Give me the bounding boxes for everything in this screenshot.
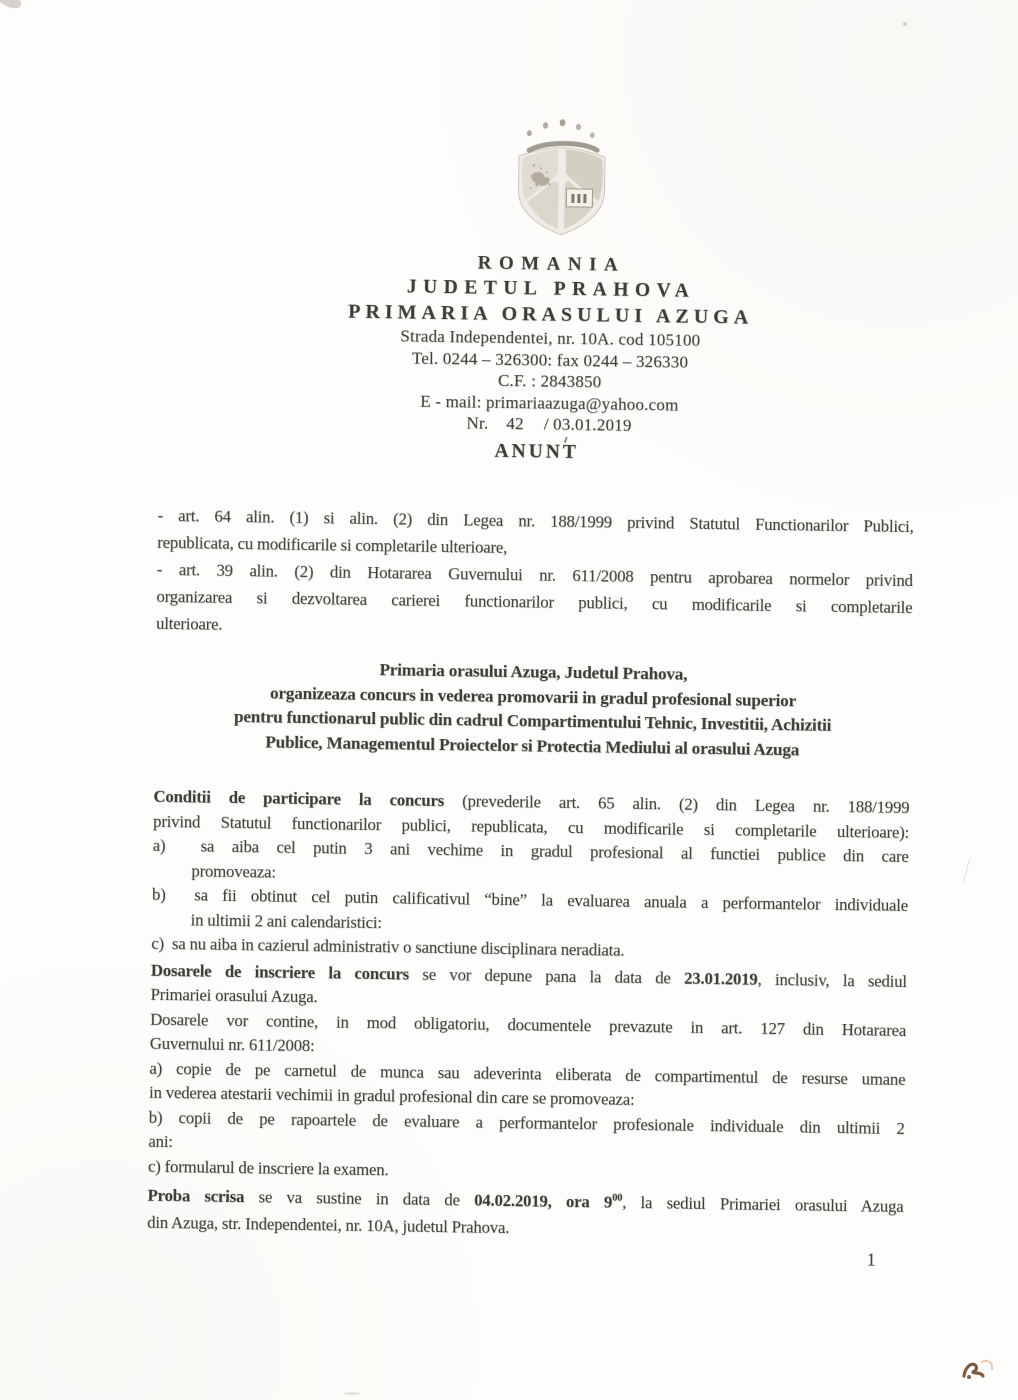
paragraph-legal-basis: [156, 506, 914, 652]
text-line: Conditii de participare la concurs (prevederile art. 65 alin. (2) din Legea nr. 188/1999: [153, 786, 910, 817]
text-line: Guvernului nr. 611/2008:: [149, 1033, 315, 1056]
text-line: pentru functionarul public din cadrul Compartimentului Tehnic, Investitii, Achizitii: [233, 706, 832, 735]
page-number: 1: [866, 1249, 876, 1270]
text-line: - art. 64 alin. (1) si alin. (2) din Legea nr. 188/1999 privind Statutul Functionarilor Publici,: [157, 505, 914, 536]
text-line: a) copie de pe carnetul de munca sau adeverinta eliberata de compartimentul de resurse umane: [149, 1058, 906, 1089]
text-line: Publice, Managementul Proiectelor si Protectia Mediului al orasului Azuga: [265, 731, 800, 759]
text-line: Dosarele vor contine, in mod obligatoriu, documentele prevazute in art. 127 din Hotararea: [150, 1009, 907, 1040]
text-line: organizarea si dezvoltarea carierei functionarilor publici, cu modificarile si completarile: [156, 586, 913, 617]
letterhead: [189, 247, 912, 441]
scan-artifact: [344, 1392, 360, 1395]
registration-date: / 03.01.2019: [543, 414, 632, 436]
letterhead-address: Strada Independentei, nr. 10A. cod 105100: [400, 326, 701, 350]
document-body: [147, 506, 914, 1251]
paragraph-announcement: [154, 657, 911, 766]
text-line: b) copii de pe rapoartele de evaluare a performantelor profesionale individuale din ultimii 2: [148, 1107, 905, 1138]
letterhead-phone: Tel. 0244 – 326300: fax 0244 – 326330: [411, 348, 689, 372]
letterhead-institution: PRIMARIA ORASULUI AZUGA: [348, 300, 754, 329]
registration-label: Nr.: [466, 413, 489, 434]
ink-mark: [956, 1350, 1000, 1394]
coat-of-arms-logo: [502, 110, 626, 242]
text-line: republicata, cu modificarile si completarile ulterioare,: [157, 532, 508, 557]
text-line: c) sa nu aiba in cazierul administrativ o sanctiune disciplinara neradiata.: [151, 933, 625, 960]
document-title: ANUNT: [159, 436, 915, 469]
text-line: Primaria orasului Azuga, Judetul Prahova,: [379, 660, 688, 684]
text-line: in vederea atestarii vechimii in gradul profesional din care se promoveaza:: [148, 1082, 635, 1109]
text-line: in ultimii 2 ani calendaristici:: [190, 909, 382, 932]
text-line: ulterioare.: [155, 613, 223, 634]
paragraph-written-exam: [147, 1186, 904, 1251]
text-line: promoveaza:: [191, 860, 277, 882]
paragraph-conditions: [151, 787, 909, 970]
text-line: b) sa fii obtinut cel putin calificativul “bine” la evaluarea anuala a performantelor individuale: [151, 884, 909, 915]
handwritten-mark-icon: [956, 1350, 1000, 1394]
text-line: Primariei orasului Azuga.: [150, 984, 318, 1007]
paragraph-entry-files: [148, 960, 907, 1192]
text-line: Proba scrisa se va sustine in data de 04.02.2019, ora $9^{00}$, la sediul Primariei orasului Azuga: [147, 1185, 904, 1216]
text-line: a) sa aiba cel putin 3 ani vechime in gradul profesional al functiei publice din care: [152, 835, 909, 866]
letterhead-county: JUDETUL PRAHOVA: [406, 276, 696, 302]
letterhead-fiscal-code: C.F. : 2843850: [497, 370, 602, 392]
scan-artifact: [903, 22, 907, 26]
coat-of-arms-icon: [502, 110, 626, 242]
registration-number: 42: [506, 414, 524, 434]
text-line: din Azuga, str. Independentei, nr. 10A, judetul Prahova.: [147, 1212, 510, 1238]
text-line: ani:: [148, 1131, 173, 1152]
text-line: organizeaza concurs in vederea promovarii in gradul profesional superior: [269, 682, 797, 710]
letterhead-email: E - mail: primariaazuga@yahoo.com: [420, 391, 679, 415]
text-line: Dosarele de inscriere la concurs se vor depune pana la data de 23.01.2019, inclusiv, la sediul: [150, 960, 907, 991]
letterhead-country: ROMANIA: [477, 252, 626, 276]
text-line: privind Statutul functionarilor publici, republicata, cu modificarile si completarile ulterioare):: [152, 811, 910, 842]
text-line: - art. 39 alin. (2) din Hotararea Guvernului nr. 611/2008 pentru aprobarea normelor privind: [156, 559, 913, 590]
text-line: c) formularul de inscriere la examen.: [147, 1156, 389, 1179]
